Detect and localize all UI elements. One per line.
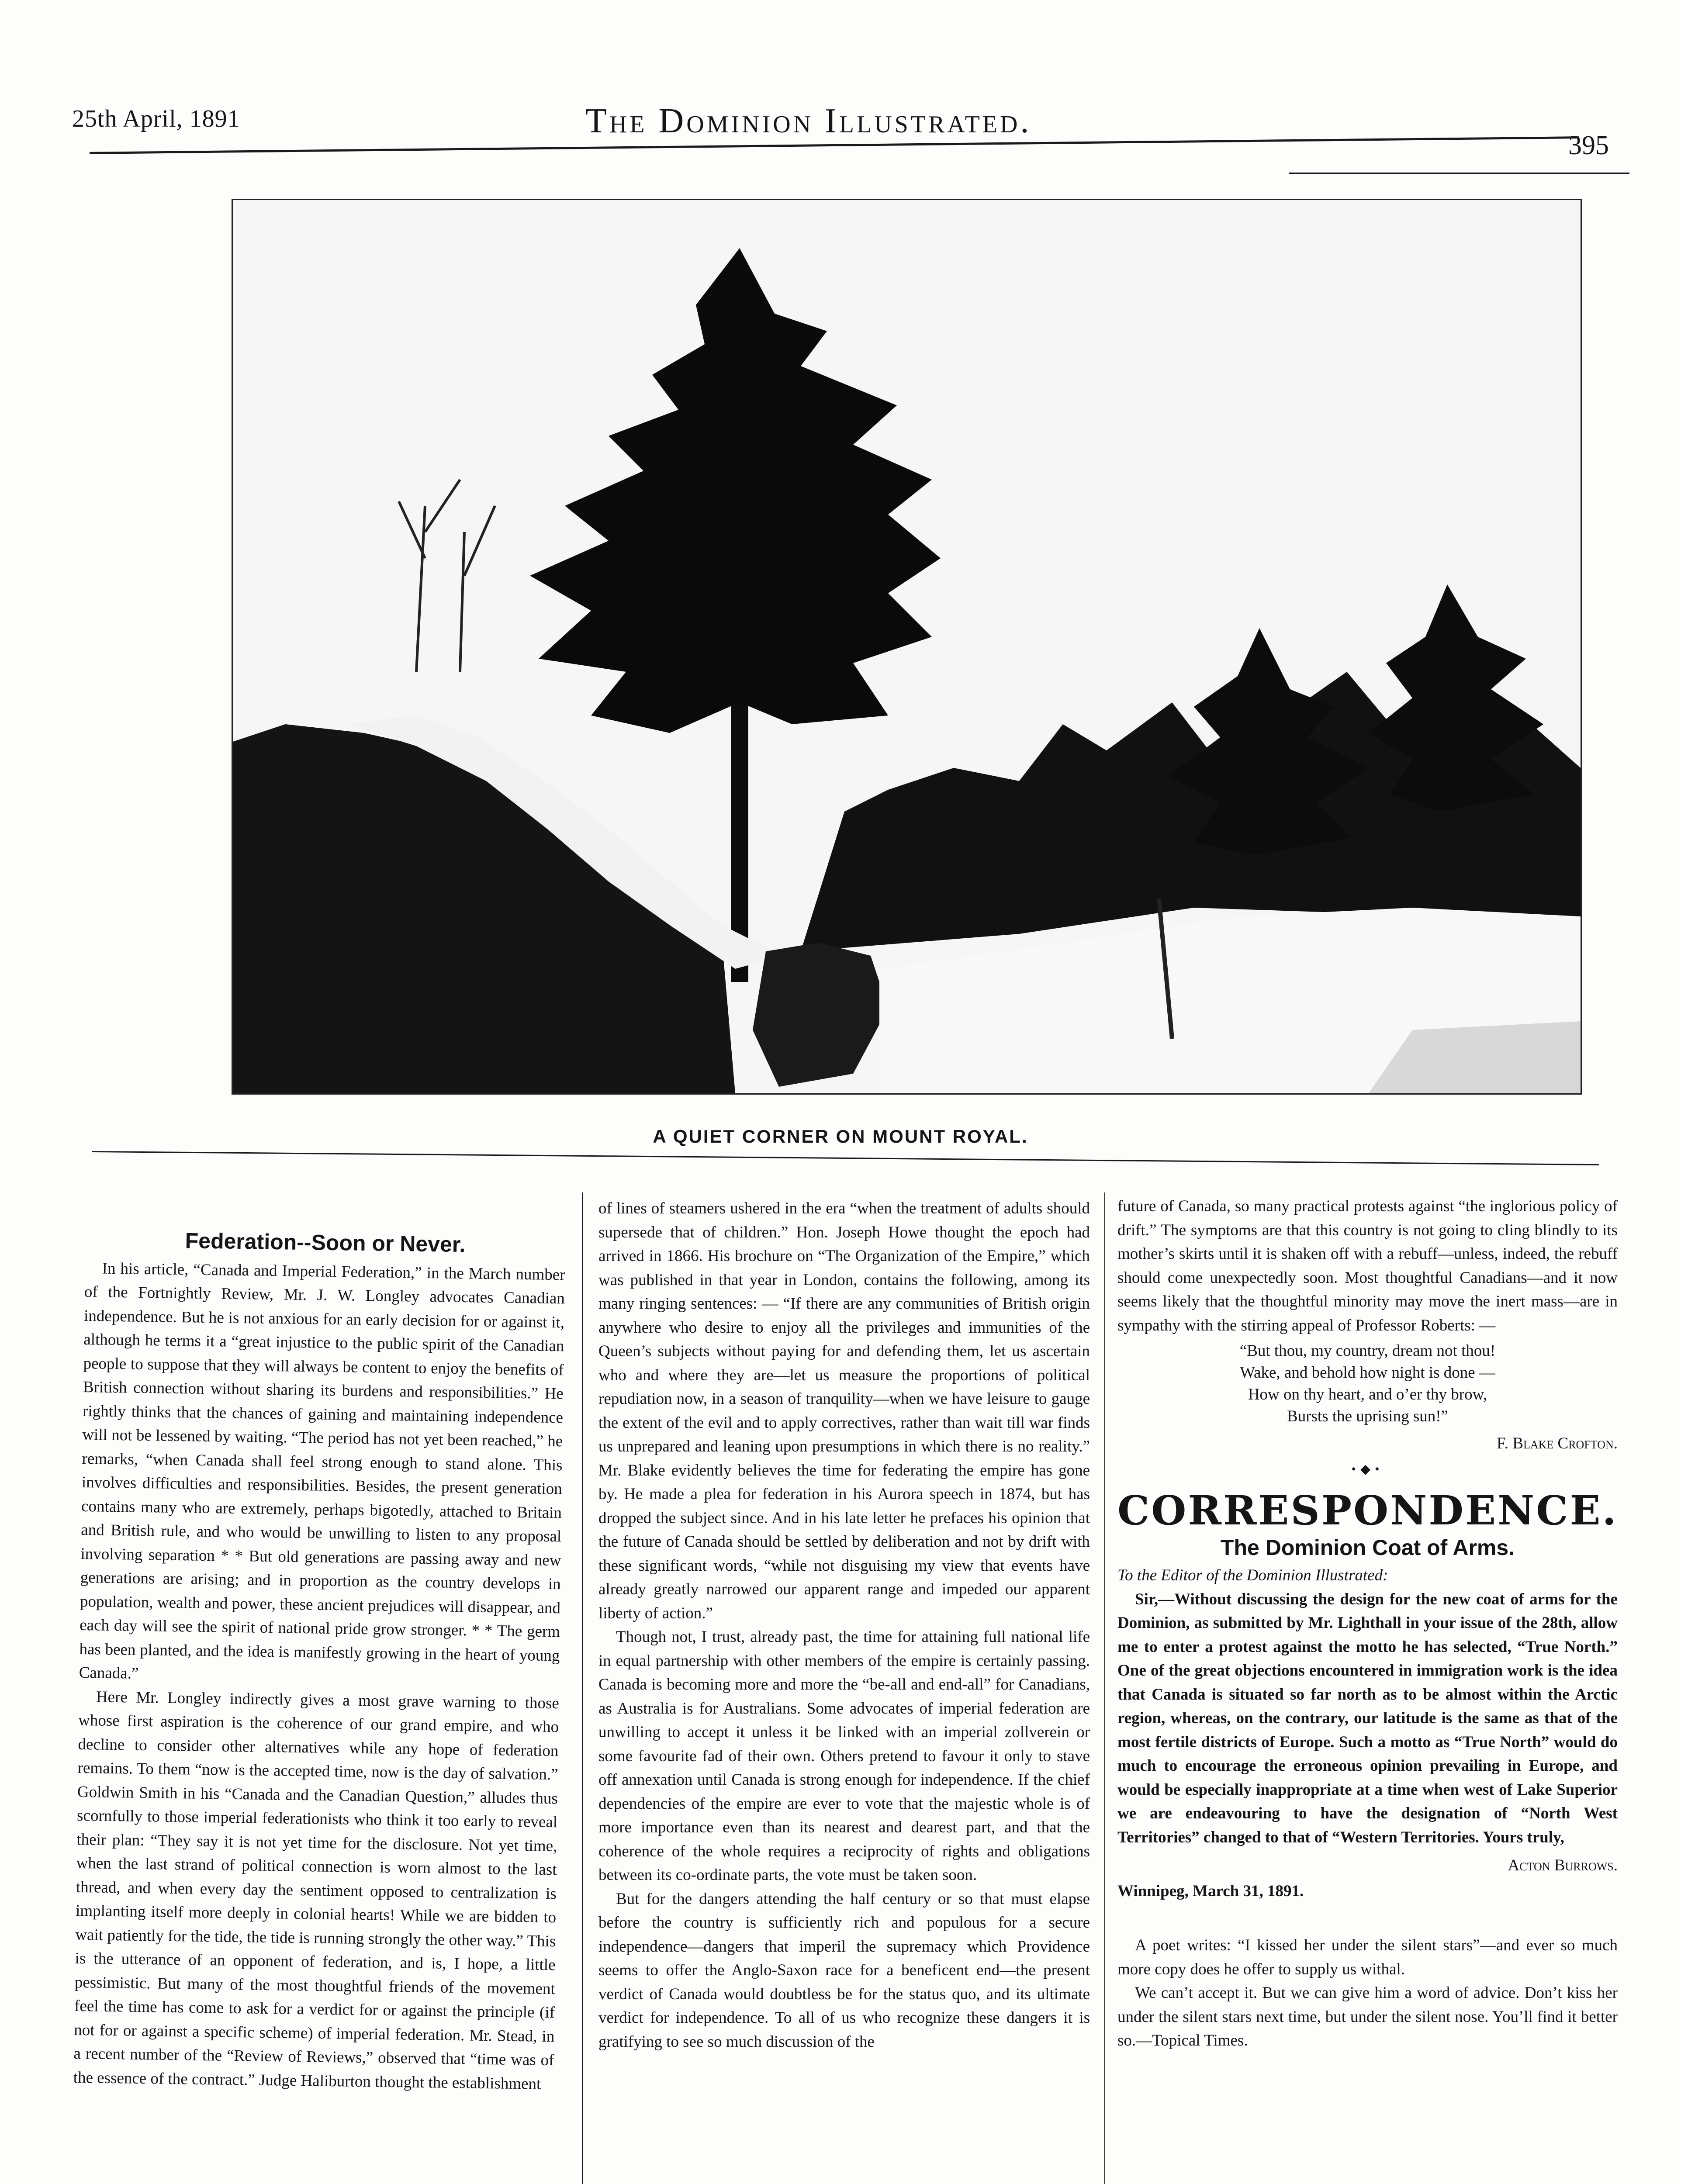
- article-signature: F. Blake Crofton.: [1497, 1434, 1618, 1452]
- issue-date: 25th April, 1891: [72, 105, 240, 132]
- poem-line: “But thou, my country, dream not thou!: [1239, 1342, 1496, 1360]
- article-title: Federation--Soon or Never.: [185, 1228, 466, 1257]
- column-2: [598, 1197, 1090, 2054]
- spacer: [1117, 1903, 1618, 1934]
- column-3: [1117, 1195, 1618, 2053]
- section-rule: [92, 1151, 1599, 1165]
- correspondence-heading: CORRESPONDENCE.: [1117, 1487, 1618, 1534]
- article-paragraph: future of Canada, so many practical protests against “the inglorious policy of drift.” The symptoms are that this country is not going to cling blindly to its mother’s skirts until it is shaken off with a rebuff—unless, indeed, the rebuff should come unexpectedly soon. Most thoughtful Canadians—and it now seems likely that the thoughtful minority may move the inert mass—are in sympathy with the stirring appeal of Professor Roberts: —: [1117, 1197, 1618, 1334]
- to-editor-line: To the Editor of the Dominion Illustrated:: [1117, 1566, 1388, 1584]
- article-paragraph: But for the dangers attending the half century or so that must elapse before the country is sufficiently rich and populous for a secure independence—dangers that imperil the supremacy which Providence seems to offer the Anglo-Saxon race for a beneficent end—the present verdict of Canada would doubtless be for the status quo, and its ultimate verdict for independence. To all of us who recognize these dangers it is gratifying to see so much discussion of the: [598, 1890, 1090, 2051]
- column-divider: [1104, 1192, 1105, 2184]
- article-paragraph: Though not, I trust, already past, the time for attaining full national life in equal partnership with other members of the empire is certainly passing. Canada is becoming more and more the “be-all and end-all” for Canadians, as Australia is for Australians. Some advocates of imperial federation are unwilling to accept it unless it be linked with an imperial zollverein or some favourite fad of their own. Others pretend to favour it only to stave off annexation until Canada is strong enough for independence. If the chief dependencies of the empire are ever to vote that the majestic whole is of more importance even than its nearest and dearest part, and that the coherence of the whole requires a reciprocity of rights and obligations between its co-ordinate parts, the vote must be taken soon.: [598, 1628, 1090, 1884]
- column-divider: [582, 1192, 583, 2184]
- poem-line: Bursts the uprising sun!”: [1287, 1407, 1448, 1425]
- poet-note-paragraph: A poet writes: “I kissed her under the silent stars”—and ever so much more copy does he offer to supply us withal.: [1117, 1936, 1618, 1978]
- letter-body: Sir,—Without discussing the design for the new coat of arms for the Dominion, as submitted by Mr. Lighthall in your issue of the 28th, allow me to enter a protest against the motto he has selected, “True North.” One of the great objections encountered in immigration work is the idea that Canada is situated so far north as to be almost within the Arctic region, whereas, on the contrary, our latitude is the same as that of the most fertile districts of Europe. Such a motto as “True North” would do much to encourage the erroneous opinion prevailing in Europe, and would be especially inappropriate at a time when west of Lake Superior we are endeavouring to have the designation of “North West Territories” changed to that of “Western Territories. Yours truly,: [1117, 1590, 1618, 1846]
- ornament: •◆•: [1351, 1462, 1384, 1476]
- photo-caption: A QUIET CORNER ON MOUNT ROYAL.: [653, 1126, 1028, 1147]
- poem-quote: [1117, 1340, 1618, 1427]
- column-1: [73, 1227, 565, 2096]
- poem-line: How on thy heart, and o’er thy brow,: [1248, 1386, 1487, 1403]
- poem-line: Wake, and behold how night is done —: [1240, 1364, 1495, 1382]
- article-paragraph: Here Mr. Longley indirectly gives a most grave warning to those whose first aspiration is the coherence of our grand empire, and who decline to consider other alternatives while any hope of federation remains. To them “now is the accepted time, now is the day of salvation.” Goldwin Smith in his “Canada and the Canadian Question,” alludes thus scornfully to those imperial federationists who think it too early to reveal their plan: “They say it is not yet time for the disclosure. Not yet time, when the last strand of political connection is worn almost to the last thread, and when every day the sentiment opposed to centralization is implanting itself more deeply in colonial hearts! While we are bidden to wait patiently for the tide, the tide is running strongly the other way.” This is the utterance of an opponent of federation, and is, I hope, a little pessimistic. But many of the most thoughtful friends of the movement feel the time has come to ask for a verdict for or against the principle (if not for or against a specific scheme) of imperial federation. Mr. Stead, in a recent number of the “Review of Reviews,” observed that “time was of the essence of the contract.” Judge Haliburton thought the establishment: [73, 1687, 560, 2093]
- poet-note: [1117, 1934, 1618, 2053]
- page-number: 395: [1568, 131, 1609, 160]
- article-paragraph: of lines of steamers ushered in the era “when the treatment of adults should supersede that of children.” Hon. Joseph Howe thought the epoch had arrived in 1866. His brochure on “The Organization of the Empire,” which was published in that year in London, contains the following, among its many ringing sentences: — “If there are any communities of British origin anywhere who desire to enjoy all the privileges and immunities of the Queen’s subjects without paying for and defending them, let us ascertain who and where they are—let us measure the proportions of political repudiation now, in a season of tranquility—when we have leisure to gauge the extent of the evil and to apply correctives, rather than wait till war finds us unprepared and leaning upon presumptions in which there is no reality.” Mr. Blake evidently believes the time for federating the empire has gone by. He made a plea for federation in his Aurora speech in 1874, but has dropped the subject since. And in his late letter he prefaces his opinion that the future of Canada should be settled by deliberation and not by drift with these significant words, “while not disguising my view that events have already greatly narrowed our apparent range and impeded our apparent liberty of action.”: [598, 1199, 1090, 1622]
- winter-landscape-image: [233, 200, 1581, 1093]
- header-rule-right: [1289, 173, 1629, 174]
- article-paragraph: In his article, “Canada and Imperial Federation,” in the March number of the Fortnightly Review, Mr. J. W. Longley advocates Canadian independence. But he is not anxious for an early decision for or against it, although he terms it a “great injustice to the public spirit of the Canadian people to suppose that they will always be content to enjoy the benefits of British connection without sharing its burdens and responsibilities.” He rightly thinks that the chances of gaining and maintaining independence will not be lessened by waiting. “The period has not yet been reached,” he remarks, “when Canada shall feel strong enough to stand alone. This involves difficulties and responsibilities. Besides, the present generation contains many who are extremely, perhaps bigotedly, attached to Britain and British rule, and who would be unwilling to listen to any proposal involving separation * * But old generations are passing away and new generations are arising; and in proportion as the country develops in population, wealth and power, these ancient prejudices will disappear, and each day will see the spirit of national pride grow stronger. * * The germ has been planted, and the idea is manifestly growing in the heart of young Canada.”: [79, 1259, 565, 1683]
- letter-dateline: Winnipeg, March 31, 1891.: [1117, 1882, 1304, 1900]
- poet-note-paragraph: We can’t accept it. But we can give him a word of advice. Don’t kiss her under the silent stars next time, but under the silent nose. You’ll find it better so.—Topical Times.: [1117, 1984, 1618, 2049]
- letter-signature: Acton Burrows.: [1508, 1856, 1618, 1874]
- masthead-title: The Dominion Illustrated.: [585, 102, 1032, 140]
- correspondence-subheading: The Dominion Coat of Arms.: [1220, 1535, 1515, 1560]
- photograph-mount-royal: [232, 199, 1582, 1095]
